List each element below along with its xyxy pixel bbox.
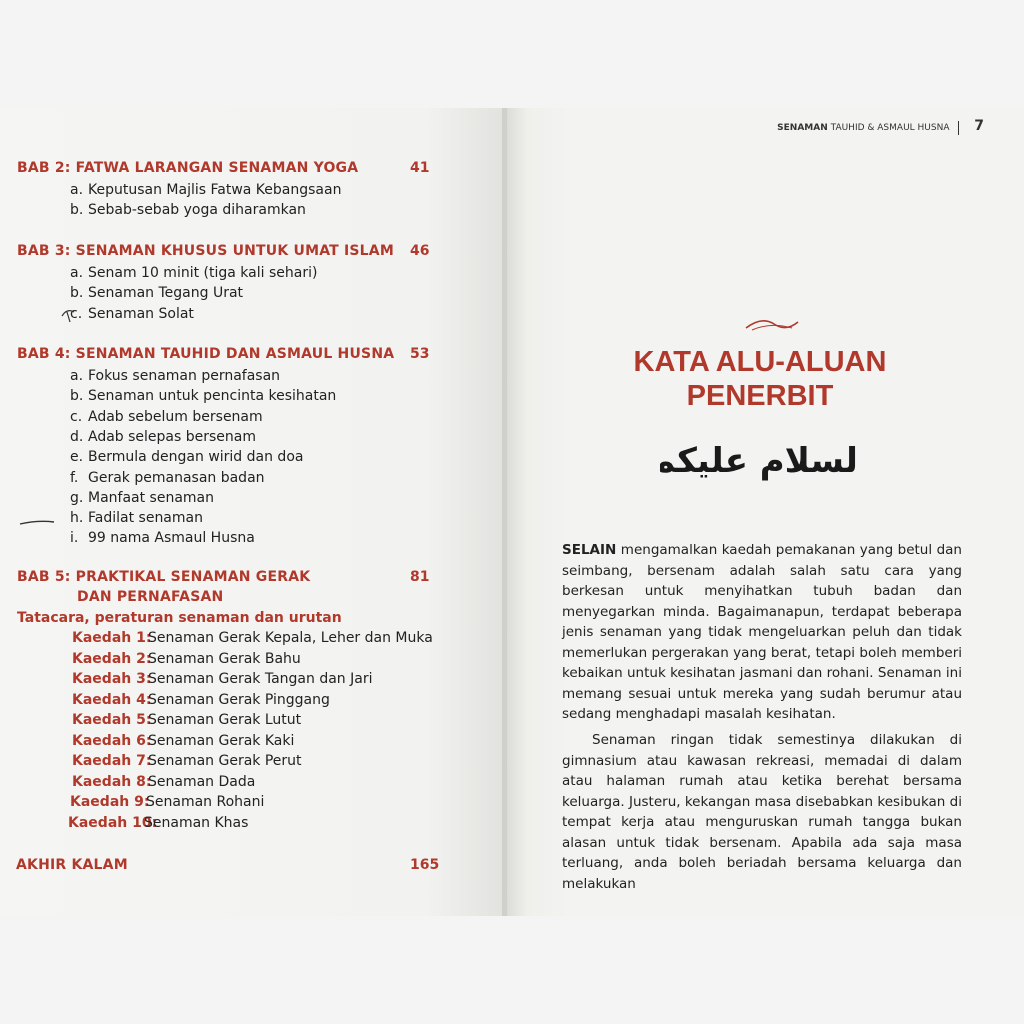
toc-item	[70, 368, 280, 384]
ornament-flourish-icon	[742, 314, 802, 336]
item-text: Bermula dengan wirid dan doa	[88, 449, 304, 466]
toc-item	[70, 388, 336, 404]
kaedah-item	[72, 733, 294, 749]
arabic-greeting-text: السلام عليكم	[660, 441, 860, 481]
chapter-heading	[17, 569, 310, 585]
chapter-title: FATWA LARANGAN SENAMAN YOGA	[75, 160, 359, 176]
item-letter: h.	[70, 510, 84, 527]
subheading: Tatacara, peraturan senaman dan urutan	[17, 610, 342, 626]
item-text: Adab sebelum bersenam	[88, 408, 263, 425]
item-text: Fokus senaman pernafasan	[88, 368, 281, 384]
item-letter: a.	[70, 182, 84, 198]
toc-item	[70, 490, 214, 506]
item-text: Senaman untuk pencinta kesihatan	[88, 388, 337, 405]
kaedah-label: Kaedah 1:	[72, 630, 152, 646]
page-title-line2: PENERBIT	[686, 380, 834, 412]
item-text: Manfaat senaman	[88, 489, 215, 506]
item-text: Gerak pemanasan badan	[88, 469, 265, 486]
toc-item	[70, 409, 263, 425]
item-letter: g.	[70, 489, 84, 506]
item-text: Sebab-sebab yoga diharamkan	[88, 202, 306, 219]
akhir-kalam-heading: AKHIR KALAM	[16, 857, 128, 873]
toc-item	[70, 429, 256, 445]
kaedah-text: Senaman Gerak Lutut	[148, 712, 302, 728]
open-book	[0, 108, 1024, 916]
item-letter: b.	[70, 285, 84, 302]
chapter-heading	[17, 160, 358, 176]
arabic-greeting-calligraphy	[660, 424, 860, 494]
header-subtitle: TAUHID & ASMAUL HUSNA	[830, 123, 950, 133]
chapter-title-continued: DAN PERNAFASAN	[77, 589, 224, 605]
kaedah-item	[72, 630, 433, 646]
paragraph-lead-word: SELAIN	[562, 542, 617, 558]
item-text: Adab selepas bersenam	[88, 428, 257, 445]
chapter-label: BAB 3:	[17, 243, 71, 259]
toc-item	[70, 265, 317, 281]
kaedah-label: Kaedah 2:	[72, 650, 152, 667]
chapter-heading	[17, 243, 394, 259]
item-text: Senaman Solat	[88, 305, 194, 322]
chapter-title: SENAMAN TAUHID DAN ASMAUL HUSNA	[75, 346, 395, 362]
item-text: 99 nama Asmaul Husna	[88, 530, 255, 547]
page-title-line1: KATA ALU-ALUAN	[633, 346, 887, 378]
chapter-page-number: 41	[410, 160, 430, 176]
kaedah-text: Senaman Rohani	[146, 794, 265, 810]
chapter-title: SENAMAN KHUSUS UNTUK UMAT ISLAM	[75, 243, 394, 259]
toc-item	[70, 510, 203, 526]
header-divider	[958, 121, 959, 135]
kaedah-text: Senaman Dada	[148, 773, 256, 790]
kaedah-label: Kaedah 7:	[72, 753, 152, 769]
item-text: Keputusan Majlis Fatwa Kebangsaan	[88, 182, 342, 198]
kaedah-text: Senaman Gerak Kepala, Leher dan Muka	[148, 630, 433, 646]
paragraph-1	[562, 540, 962, 725]
kaedah-item	[72, 774, 255, 790]
toc-item	[70, 449, 303, 465]
toc-item	[70, 470, 265, 486]
item-letter: i.	[70, 530, 79, 547]
kaedah-label: Kaedah 6:	[72, 732, 152, 749]
item-letter: b.	[70, 202, 84, 219]
item-text: Senam 10 minit (tiga kali sehari)	[88, 265, 318, 281]
kaedah-label: Kaedah 9:	[70, 794, 150, 810]
toc-item	[70, 285, 243, 301]
kaedah-label: Kaedah 8:	[72, 773, 152, 790]
item-letter: c.	[70, 408, 83, 425]
item-letter: f.	[70, 469, 79, 486]
running-header	[777, 118, 984, 135]
paragraph-2: Senaman ringan tidak semestinya dilakukan di gimnasium atau kawasan rekreasi, memadai di dalam atau halaman rumah atau ketika berehat bersama keluarga. Justeru, kekangan masa disebabkan kesibukan di tempat kerja atau menguruskan rumah tangga bukan alasan untuk tidak bersenam. Apabila ada saja masa terluang, anda boleh beriadah bersama keluarga dan melakukan	[562, 732, 962, 892]
kaedah-label: Kaedah 3:	[72, 671, 152, 687]
item-text: Fadilat senaman	[88, 510, 203, 527]
item-letter: d.	[70, 428, 84, 445]
chapter-label: BAB 2:	[17, 160, 71, 176]
item-letter: a.	[70, 368, 84, 384]
kaedah-text: Senaman Gerak Pinggang	[148, 691, 330, 708]
kaedah-item	[70, 794, 264, 810]
chapter-page-number: 53	[410, 346, 430, 362]
chapter-page-number: 46	[410, 243, 430, 259]
chapter-page-number: 81	[410, 569, 430, 585]
pen-mark	[58, 304, 80, 326]
toc-item	[70, 182, 341, 198]
kaedah-item	[72, 671, 372, 687]
kaedah-label: Kaedah 10:	[68, 814, 158, 831]
kaedah-text: Senaman Khas	[144, 814, 249, 831]
item-letter: c.	[70, 305, 83, 322]
item-letter: e.	[70, 449, 84, 466]
kaedah-label: Kaedah 4:	[72, 691, 152, 708]
chapter-title: PRAKTIKAL SENAMAN GERAK	[75, 569, 311, 585]
page-number: 7	[974, 118, 984, 134]
toc-item	[70, 306, 194, 322]
kaedah-item	[72, 651, 301, 667]
header-senaman: SENAMAN	[777, 123, 828, 133]
chapter-label: BAB 4:	[17, 346, 71, 362]
kaedah-item	[72, 712, 301, 728]
kaedah-item	[68, 815, 248, 831]
left-page	[0, 108, 502, 916]
item-letter: a.	[70, 265, 84, 281]
item-text: Senaman Tegang Urat	[88, 285, 244, 302]
kaedah-text: Senaman Gerak Tangan dan Jari	[148, 671, 373, 687]
kaedah-item	[72, 692, 330, 708]
chapter-label: BAB 5:	[17, 569, 71, 585]
kaedah-text: Senaman Gerak Bahu	[148, 650, 301, 667]
pen-mark	[18, 516, 58, 528]
kaedah-label: Kaedah 5:	[72, 712, 152, 728]
paragraph-1-text: mengamalkan kaedah pemakanan yang betul dan seimbang, bersenam adalah salah satu cara yang berkesan untuk menyihatkan tubuh badan dan menyegarkan minda. Bagaimanapun, terdapat beberapa jenis senaman yang tidak mengeluarkan peluh dan tidak memerlukan pergerakan yang berat, tetapi boleh memberi kebaikan untuk kesihatan jasmani dan rohani. Senaman ini memang sesuai untuk mereka yang sudah berumur atau sedang menghadapi masalah kesihatan.	[562, 542, 962, 722]
toc-item	[70, 202, 306, 218]
akhir-kalam-page: 165	[410, 857, 440, 873]
item-letter: b.	[70, 388, 84, 405]
kaedah-text: Senaman Gerak Kaki	[148, 732, 295, 749]
kaedah-text: Senaman Gerak Perut	[148, 753, 302, 769]
kaedah-item	[72, 753, 302, 769]
chapter-heading	[17, 346, 394, 362]
toc-item	[70, 530, 255, 546]
